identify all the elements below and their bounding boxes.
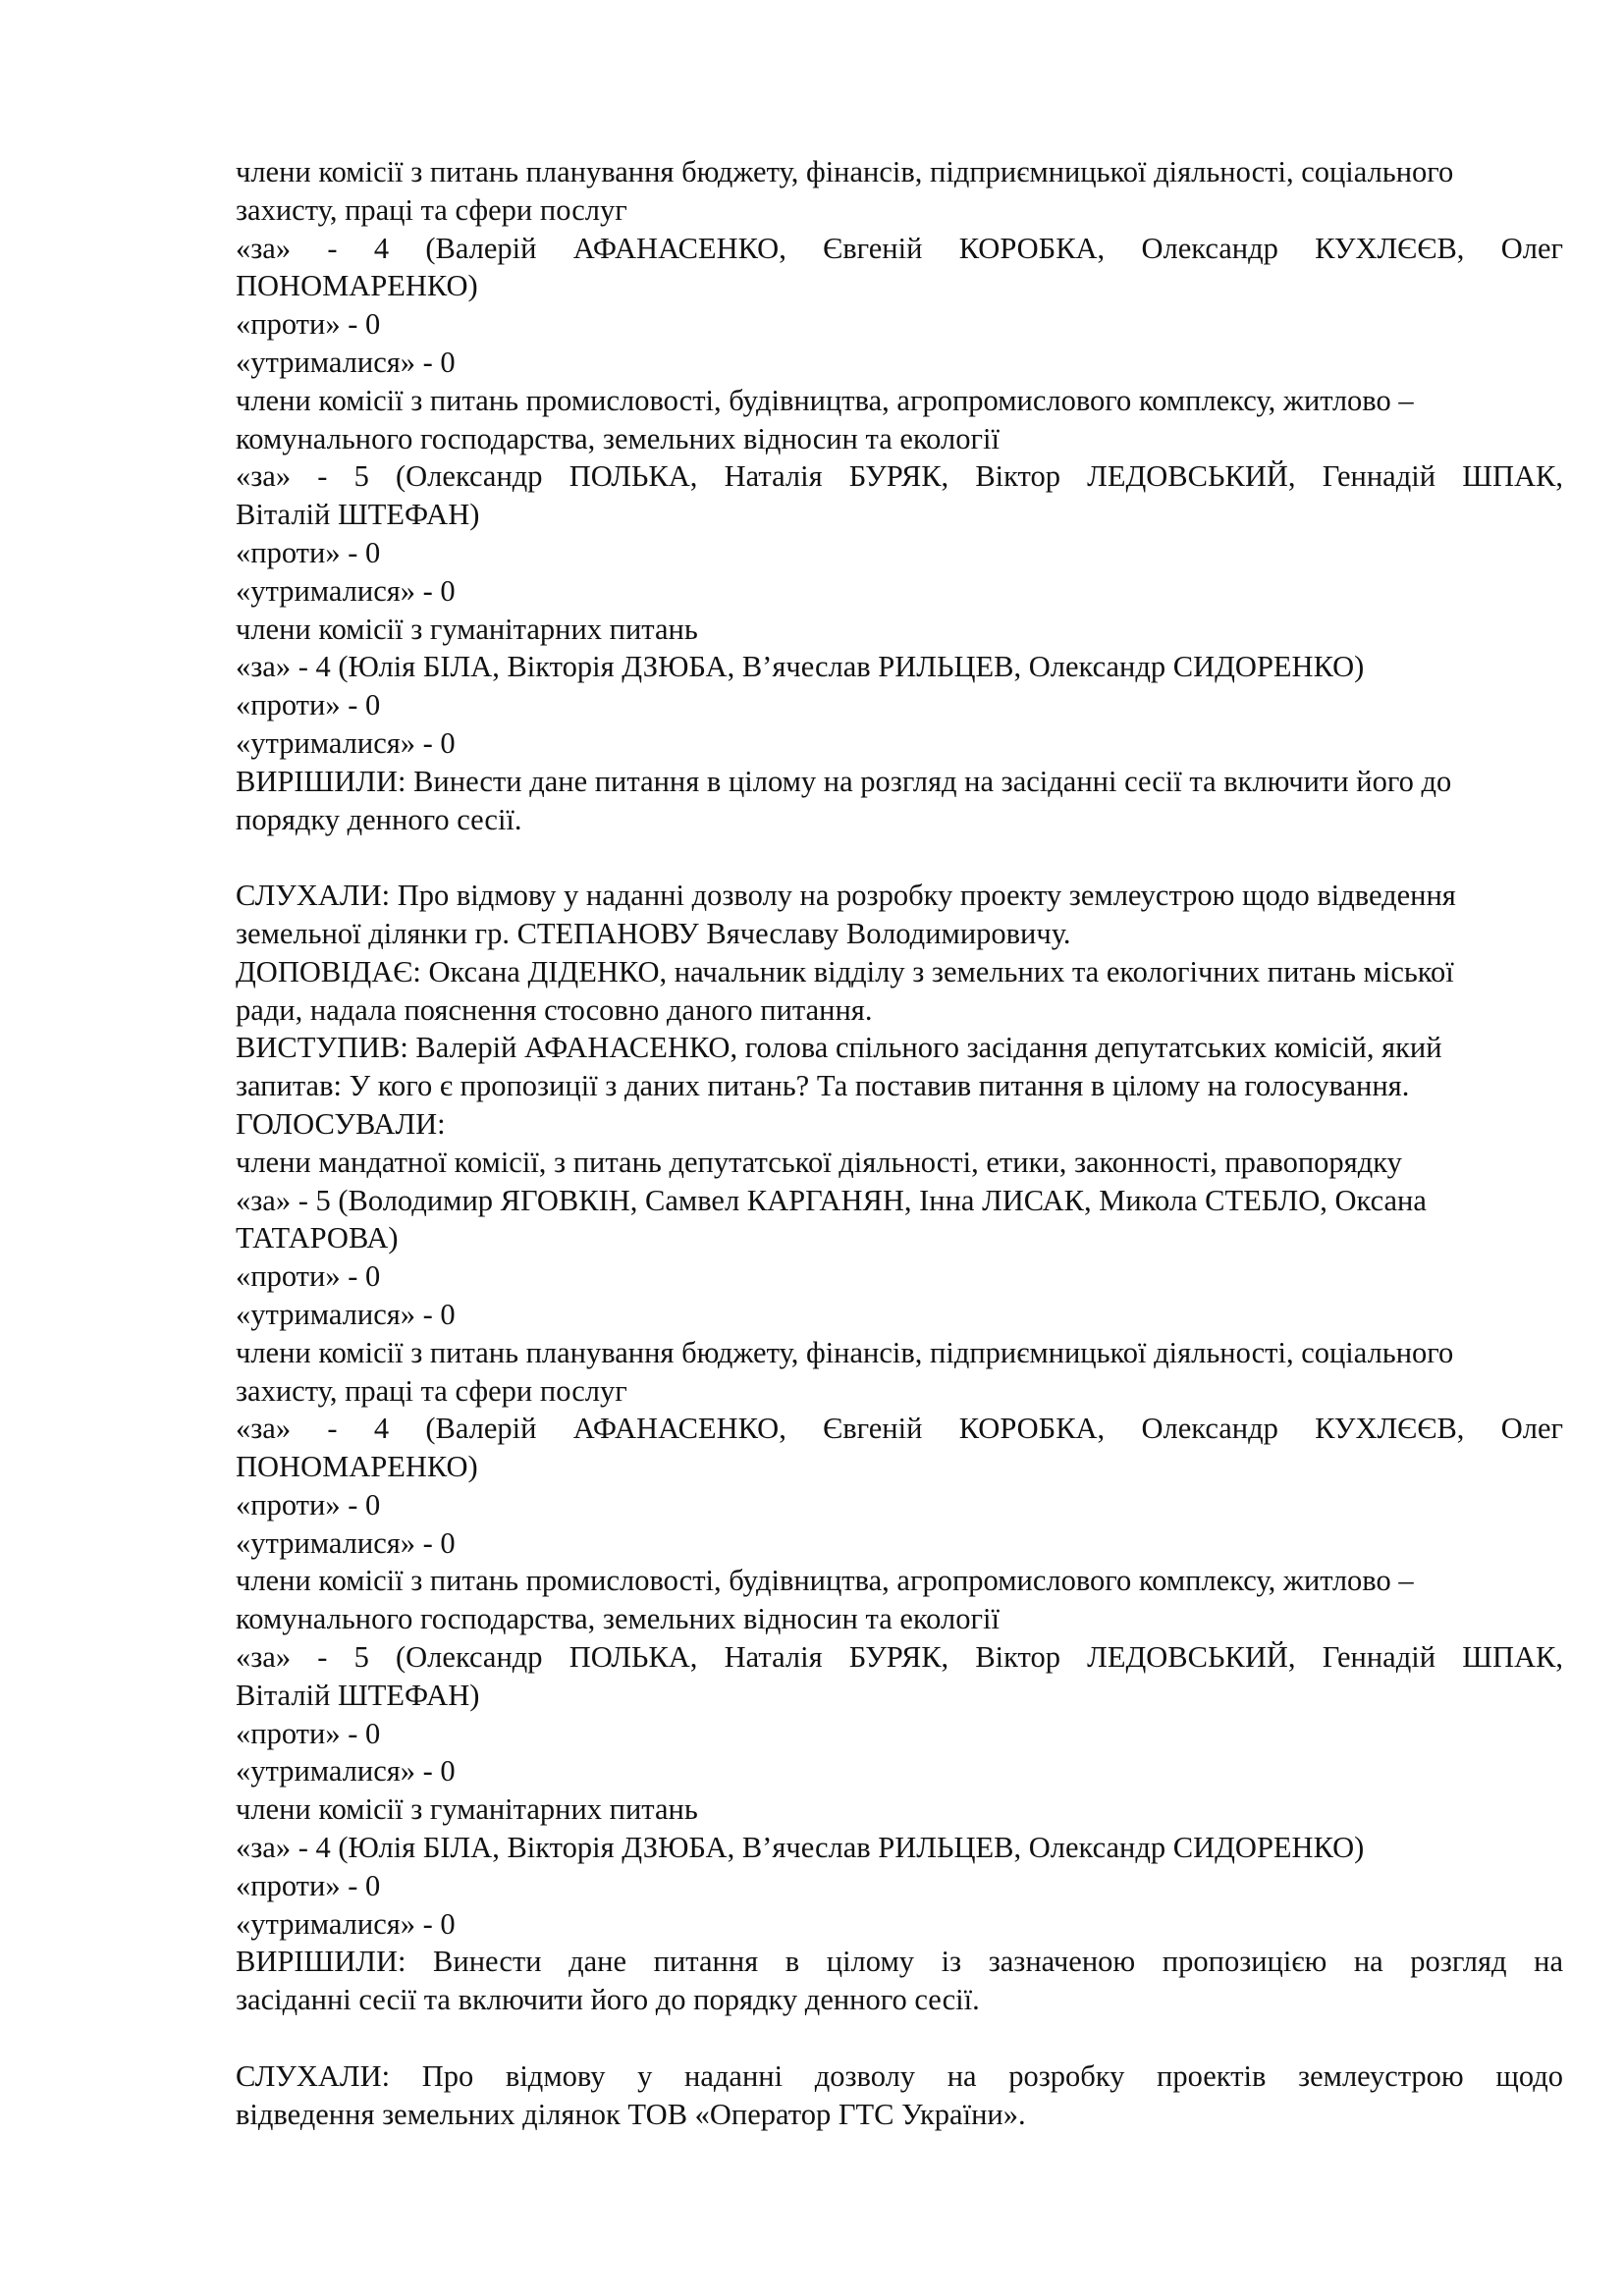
text-line: «утрималися» - 0: [236, 1754, 456, 1789]
text-line: ПОНОМАРЕНКО): [236, 1450, 478, 1484]
text-line: засіданні сесії та включити його до порядку денного сесії.: [236, 1983, 980, 2017]
text-line: члени комісії з гуманітарних питань: [236, 612, 698, 646]
text-line: земельної ділянки гр. СТЕПАНОВУ Вячеславу Володимировичу.: [236, 916, 1071, 950]
text-line: ПОНОМАРЕНКО): [236, 269, 478, 303]
text-line: «утрималися» - 0: [236, 345, 456, 379]
text-line: ТАТАРОВА): [236, 1221, 399, 1255]
text-line: запитав: У кого є пропозиції з даних питань? Та поставив питання в цілому на голосування.: [236, 1069, 1410, 1103]
text-line: «за» - 4 (Валерій АФАНАСЕНКО, Євгеній КОРОБКА, Олександр КУХЛЄЄВ, Олег: [236, 1412, 1563, 1446]
paragraph-spacer: [236, 2019, 1563, 2057]
text-line: члени мандатної комісії, з питань депутатської діяльності, етики, законності, правопорядку: [236, 1145, 1402, 1179]
text-line: ГОЛОСУВАЛИ:: [236, 1106, 446, 1141]
text-line: «утрималися» - 0: [236, 1906, 456, 1941]
text-line: СЛУХАЛИ: Про відмову у наданні дозволу на розробку проектів землеустрою щодо: [236, 2058, 1563, 2093]
text-line: «утрималися» - 0: [236, 725, 456, 760]
text-line: «за» - 4 (Валерій АФАНАСЕНКО, Євгеній КОРОБКА, Олександр КУХЛЄЄВ, Олег: [236, 231, 1563, 265]
text-line: ВИРІШИЛИ: Винести дане питання в цілому із зазначеною пропозицією на розгляд на: [236, 1945, 1563, 1979]
text-line: Віталій ШТЕФАН): [236, 1678, 480, 1712]
text-line: «проти» - 0: [236, 1868, 381, 1902]
text-line: захисту, праці та сфери послуг: [236, 1373, 627, 1408]
text-line: члени комісії з питань планування бюджету, фінансів, підприємницької діяльності, соціального: [236, 1335, 1454, 1369]
text-line: захисту, праці та сфери послуг: [236, 192, 627, 227]
text-line: «проти» - 0: [236, 688, 381, 722]
text-line: члени комісії з гуманітарних питань: [236, 1792, 698, 1827]
text-line: «утрималися» - 0: [236, 1297, 456, 1331]
text-line: «за» - 5 (Олександр ПОЛЬКА, Наталія БУРЯК, Віктор ЛЕДОВСЬКИЙ, Геннадій ШПАК,: [236, 459, 1563, 494]
text-line: члени комісії з питань промисловості, будівництва, агропромислового комплексу, житлово –: [236, 1564, 1414, 1598]
text-line: «за» - 4 (Юлія БІЛА, Вікторія ДЗЮБА, В’ячеслав РИЛЬЦЕВ, Олександр СИДОРЕНКО): [236, 1831, 1365, 1865]
text-line: «за» - 5 (Володимир ЯГОВКІН, Самвел КАРГАНЯН, Інна ЛИСАК, Микола СТЕБЛО, Оксана: [236, 1183, 1427, 1217]
text-line: ВИРІШИЛИ: Винести дане питання в цілому на розгляд на засіданні сесії та включити його до: [236, 764, 1452, 798]
paragraph-spacer: [236, 838, 1563, 877]
text-line: комунального господарства, земельних відносин та екології: [236, 421, 1000, 455]
text-line: «за» - 4 (Юлія БІЛА, Вікторія ДЗЮБА, В’ячеслав РИЛЬЦЕВ, Олександр СИДОРЕНКО): [236, 650, 1365, 684]
text-line: СЛУХАЛИ: Про відмову у наданні дозволу на розробку проекту землеустрою щодо відведення: [236, 879, 1456, 913]
text-line: «проти» - 0: [236, 1259, 381, 1294]
text-line: ради, надала пояснення стосовно даного питання.: [236, 992, 873, 1027]
text-line: ДОПОВІДАЄ: Оксана ДІДЕНКО, начальник відділу з земельних та екологічних питань міської: [236, 954, 1454, 988]
text-line: «утрималися» - 0: [236, 1525, 456, 1560]
text-line: члени комісії з питань планування бюджету, фінансів, підприємницької діяльності, соціального: [236, 155, 1454, 188]
text-line: Віталій ШТЕФАН): [236, 498, 480, 532]
text-line: «за» - 5 (Олександр ПОЛЬКА, Наталія БУРЯК, Віктор ЛЕДОВСЬКИЙ, Геннадій ШПАК,: [236, 1640, 1563, 1675]
text-line: комунального господарства, земельних відносин та екології: [236, 1602, 1000, 1636]
text-line: відведення земельних ділянок ТОВ «Оператор ГТС України».: [236, 2097, 1026, 2131]
text-line: порядку денного сесії.: [236, 802, 522, 836]
text-line: члени комісії з питань промисловості, будівництва, агропромислового комплексу, житлово –: [236, 383, 1414, 417]
text-line: ВИСТУПИВ: Валерій АФАНАСЕНКО, голова спільного засідання депутатських комісій, який: [236, 1031, 1442, 1065]
text-line: «проти» - 0: [236, 1487, 381, 1522]
text-line: «утрималися» - 0: [236, 573, 456, 608]
text-line: «проти» - 0: [236, 307, 381, 342]
text-line: «проти» - 0: [236, 535, 381, 569]
text-line: «проти» - 0: [236, 1716, 381, 1750]
document-page: [236, 153, 1563, 2133]
